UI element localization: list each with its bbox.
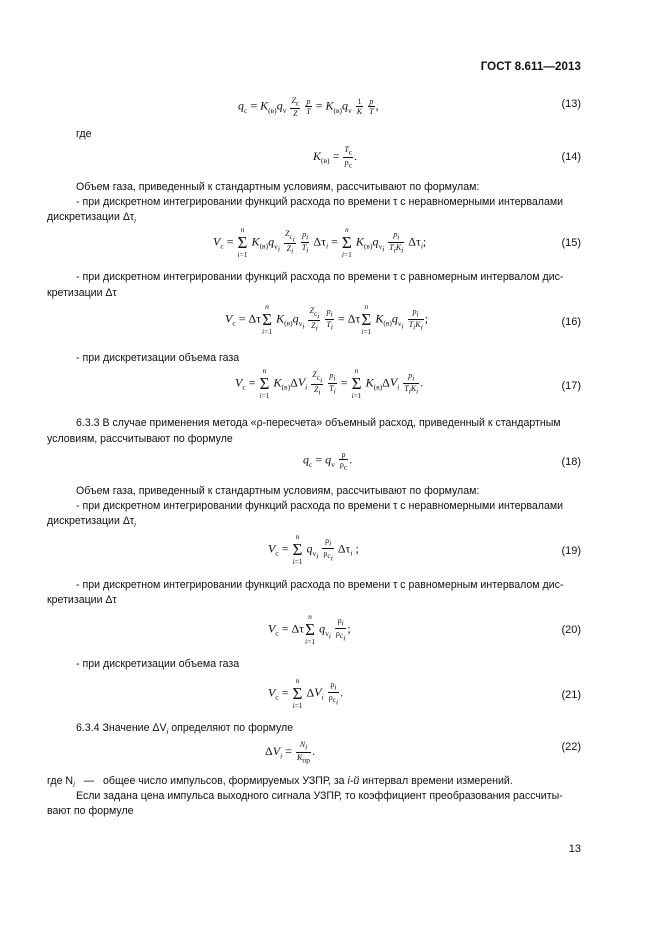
equation-number-18: (18) bbox=[561, 456, 581, 468]
paragraph-nonuniform-2: дискретизации $\Delta\tau_i$ bbox=[47, 211, 136, 226]
paragraph-volume-intro: Объем газа, приведенный к стандартным условиям, рассчитывают по формулам: bbox=[76, 181, 480, 193]
document-header: ГОСТ 8.611—2013 bbox=[480, 61, 581, 73]
paragraph-6-3-4: 6.3.4 Значение $\Delta V_i$ определяют по формуле bbox=[76, 722, 294, 737]
paragraph-pulse-price-2: вают по формуле bbox=[47, 805, 134, 817]
equation-number-20: (20) bbox=[561, 624, 581, 636]
formula-15: $V_c = n$ Σ i=1 $K_{(в)}q_{v_i}$ $Z_{c_i}$ $Z_i$ $\frac{p_i}{T_i}$ $\Delta\tau_i = n$ Σ i=1 $K_{(в)}q_{v_i}$ $p_i$ $T_iK_i$ $\Delta\tau_i$; bbox=[213, 225, 427, 259]
formula-17: $V_c = n$ Σ i=1 $K_{(в)}\Delta V_i$ $Z_{c_i}$ $Z_i$ $\frac{p_i}{T_i}$ = n Σ i=1 $K_{(в)}\Delta V_i$ $p_i$ $T_iK_i$ . bbox=[235, 366, 424, 400]
paragraph-pulse-price-1: Если задана цена импульса выходного сигнала УЗПР, то коэффициент преобразования рассчиты- bbox=[76, 790, 563, 802]
formula-16: $V_c = \Delta\tau n$ Σ i=1 $K_{(в)}q_{v_i}$ $Z_{c_i}$ $Z_i$ $\frac{p_i}{T_i}$ = Δτn Σ i=1 $K_{(в)}q_{v_i}$ $p_i$ $T_iK_i$ ; bbox=[225, 302, 429, 336]
formula-13: $q_c = K_{(в)}q_v$ $\frac{Z_c}{Z}$ $\frac{p}{T}$ = $K_{(в)}q_v$ $\frac{1}{K}$ $\frac{p}{T}$ , bbox=[238, 96, 379, 118]
formula-20: $V_c = \Delta\tau n$ Σ i=1 $q_{v_i}$ $\rho_i$ $\rho_{c_i}$ ; bbox=[268, 612, 351, 646]
paragraph-uniform-2: кретизации Δτ bbox=[47, 287, 117, 299]
equation-number-13: (13) bbox=[561, 98, 581, 110]
equation-number-15: (15) bbox=[561, 237, 581, 249]
page-number: 13 bbox=[568, 843, 581, 855]
text-gde: где bbox=[76, 128, 92, 140]
paragraph-nonuniform-rho-2: дискретизации $\Delta\tau_i$ bbox=[47, 515, 136, 530]
paragraph-uniform-rho-2: кретизации Δτ bbox=[47, 594, 117, 606]
paragraph-nonuniform-rho-1: - при дискретном интегрировании функций расхода по времени τ с неравномерными интервалами bbox=[76, 500, 564, 512]
paragraph-6-3-3-1: 6.3.3 В случае применения метода «ρ-пересчета» объемный расход, приведенный к стандартным bbox=[76, 417, 561, 429]
equation-number-16: (16) bbox=[561, 316, 581, 328]
equation-number-21: (21) bbox=[561, 689, 581, 701]
equation-number-17: (17) bbox=[561, 380, 581, 392]
paragraph-6-3-3-2: условиям, рассчитывают по формуле bbox=[47, 433, 233, 445]
equation-number-14: (14) bbox=[561, 151, 581, 163]
equation-number-22: (22) bbox=[561, 741, 581, 753]
paragraph-where-ni: где $N_i$ — общее число импульсов, формируемых УЗПР, за i-й интервал времени измерений. bbox=[47, 775, 513, 790]
formula-14: $K_{(в)}$ = $\frac{T_c}{p_c}$ . bbox=[313, 145, 358, 170]
paragraph-nonuniform-1: - при дискретном интегрировании функций расхода по времени τ с неравномерными интервалами bbox=[76, 196, 564, 208]
formula-19: $V_c = n$ Σ i=1 $q_{v_i}$ $\rho_i$ $\rho_{c_i}$ $\Delta\tau_i$ ; bbox=[268, 532, 359, 566]
formula-22: $\Delta V_i$ = $N_i$ $K_{пр}$ . bbox=[265, 740, 316, 765]
paragraph-uniform-1: - при дискретном интегрировании функций расхода по времени τ с равномерным интервалом дис- bbox=[76, 271, 564, 283]
equation-number-19: (19) bbox=[561, 545, 581, 557]
formula-18: $q_c = q_v$ $\frac{\rho}{\rho_c}$ . bbox=[303, 450, 353, 472]
paragraph-volume-discretization: - при дискретизации объема газа bbox=[76, 352, 240, 364]
paragraph-volume-discretization-rho: - при дискретизации объема газа bbox=[76, 658, 240, 670]
formula-21: $V_c = n$ Σ i=1 $\Delta V_i$ $\rho_i$ $\rho_{c_i}$ . bbox=[268, 676, 344, 710]
paragraph-uniform-rho-1: - при дискретном интегрировании функций расхода по времени τ с равномерным интервалом дис- bbox=[76, 579, 564, 591]
paragraph-volume-intro-2: Объем газа, приведенный к стандартным условиям, рассчитывают по формулам: bbox=[76, 485, 480, 497]
